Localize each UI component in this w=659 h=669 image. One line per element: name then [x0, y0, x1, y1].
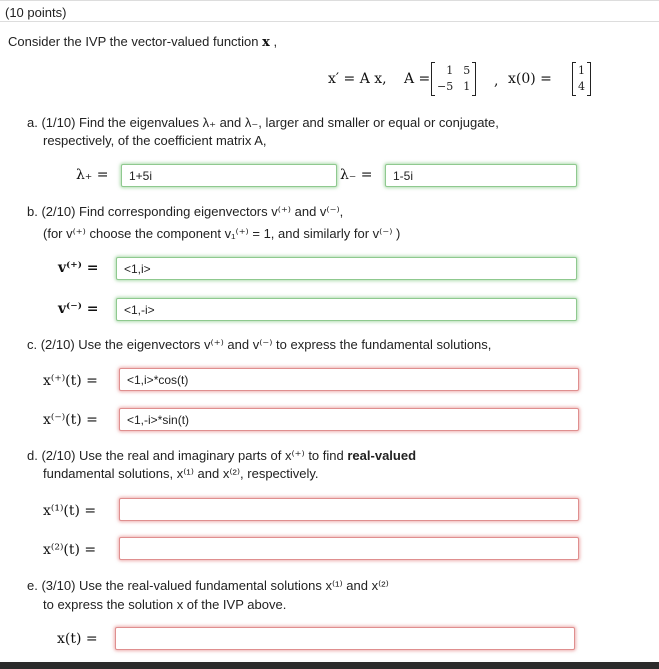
x1-input[interactable] [119, 498, 579, 521]
x-solution-label: x(t) = [57, 631, 98, 647]
part-d-line1-text: d. (2/10) Use the real and imaginary parts of x⁽⁺⁾ to find [27, 448, 344, 463]
part-b-line2: (for v⁽⁺⁾ choose the component v₁⁽⁺⁾ = 1, and similarly for v⁽⁻⁾ ) [43, 226, 401, 241]
v-minus-input[interactable] [116, 298, 577, 321]
lambda-minus-label: λ₋ = [340, 167, 373, 183]
system-equation: x′ = A x, [328, 71, 387, 87]
ic-entry: 1 [578, 64, 585, 77]
lambda-plus-input[interactable] [121, 164, 337, 187]
part-e-line1: e. (3/10) Use the real-valued fundamental solutions x⁽¹⁾ and x⁽²⁾ [27, 578, 389, 593]
ic-entry: 4 [578, 80, 585, 93]
x1-label: x⁽¹⁾(t) = [43, 503, 97, 519]
part-d-line2: fundamental solutions, x⁽¹⁾ and x⁽²⁾, respectively. [43, 466, 319, 481]
lambda-plus-label: λ₊ = [76, 167, 109, 183]
part-e-line2: to express the solution x of the IVP above. [43, 597, 287, 612]
system-comma: , [494, 73, 499, 89]
x2-label: x⁽²⁾(t) = [43, 542, 97, 558]
initial-condition-vector [572, 62, 591, 96]
coefficient-matrix [431, 62, 476, 96]
matrix-entry: −5 [437, 80, 454, 93]
lambda-minus-input[interactable] [385, 164, 577, 187]
x-minus-input[interactable] [119, 408, 579, 431]
x-plus-input[interactable] [119, 368, 579, 391]
matrix-entry: 1 [463, 80, 471, 93]
matrix-entry: 1 [446, 64, 454, 77]
part-c-line1: c. (2/10) Use the eigenvectors v⁽⁺⁾ and v⁽⁻⁾ to express the fundamental solutions, [27, 337, 492, 352]
intro-prefix: Consider the IVP the vector-valued function [8, 34, 259, 49]
x-plus-label: x⁽⁺⁾(t) = [43, 373, 98, 389]
points-header: (10 points) [5, 5, 67, 20]
part-a-line2: respectively, of the coefficient matrix A, [43, 133, 267, 148]
x-minus-label: x⁽⁻⁾(t) = [43, 412, 98, 428]
real-valued-emphasis: real-valued [347, 448, 417, 463]
part-a-line1: a. (1/10) Find the eigenvalues λ₊ and λ₋, larger and smaller or equal or conjugate, [27, 115, 499, 130]
part-b-line1: b. (2/10) Find corresponding eigenvectors v⁽⁺⁾ and v⁽⁻⁾, [27, 204, 344, 219]
matrix-a-label: A = [404, 71, 431, 87]
bottom-bar [0, 662, 659, 669]
v-plus-label: v⁽⁺⁾ = [58, 260, 99, 276]
part-d-line1 [27, 448, 416, 464]
intro-var: x [262, 35, 270, 50]
intro-suffix: , [269, 34, 278, 49]
matrix-entry: 5 [463, 64, 471, 77]
initial-condition-label: x(0) = [508, 71, 552, 87]
intro-text [8, 34, 277, 50]
x-solution-input[interactable] [115, 627, 575, 650]
v-plus-input[interactable] [116, 257, 577, 280]
v-minus-label: v⁽⁻⁾ = [58, 301, 99, 317]
x2-input[interactable] [119, 537, 579, 560]
